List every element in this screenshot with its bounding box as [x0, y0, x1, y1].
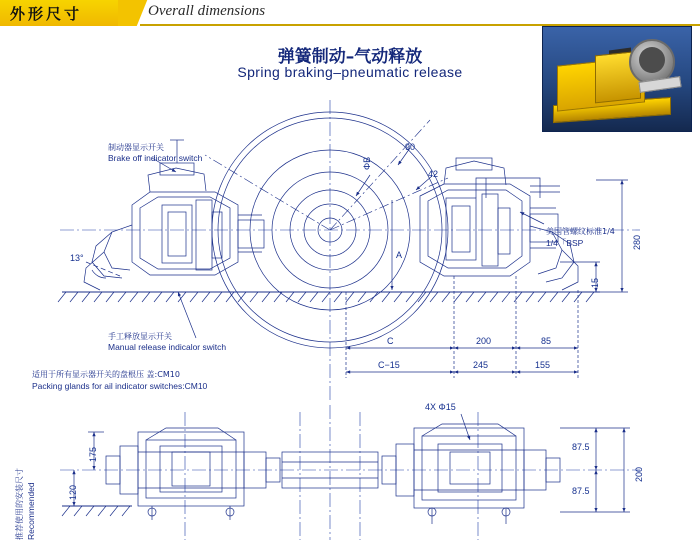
callout-manual-release-en: Manual release indicalor switch	[108, 342, 227, 352]
banner-title-cn: 外形尺寸	[10, 5, 83, 23]
dim-letter-c: C	[387, 336, 394, 346]
dim-245: 245	[473, 360, 489, 370]
dim-c-minus-15: C−15	[378, 360, 400, 370]
dim-120: 120	[68, 484, 78, 500]
callout-brake-off-cn: 制动器显示开关	[108, 143, 164, 152]
dim-85: 85	[541, 336, 552, 346]
page-title-cn: 弹簧制动–气动释放	[277, 47, 423, 67]
dim-letter-a: A	[396, 250, 403, 260]
callout-manual-release-cn: 手工释放显示开关	[108, 332, 172, 341]
note-recommended-cn: 推荐使用的安装尺寸	[15, 468, 24, 540]
dim-87-5-top: 87.5	[572, 442, 590, 452]
dim-phi-b: ΦB	[362, 156, 372, 170]
note-recommended-en: Recommended	[26, 482, 36, 540]
note-bsp-cn: 美国管螺纹标准1/4	[546, 227, 615, 236]
note-bsp-en: 1/4「BSP	[546, 238, 584, 248]
dim-angle-13: 13°	[70, 253, 84, 263]
dim-angle-42: 42	[428, 169, 439, 179]
callout-brake-off-en: Brake off indicator switch	[108, 153, 203, 163]
dim-200-bottom: 200	[634, 466, 644, 482]
dim-15: 15	[590, 277, 600, 288]
dim-87-5-bottom: 87.5	[572, 486, 590, 496]
dim-4x-phi15: 4X Φ15	[425, 402, 456, 412]
note-packing-en: Packing glands for ail indicator switches:CM10	[32, 381, 208, 391]
dim-angle-90: 90	[405, 142, 416, 152]
note-packing-cn: 适用于所有显示器开关的盘根压 盖:CM10	[32, 370, 180, 379]
dim-200: 200	[476, 336, 492, 346]
dim-175: 175	[88, 446, 98, 462]
banner-title-en: Overall dimensions	[148, 3, 266, 19]
dim-280: 280	[632, 234, 642, 250]
page-title-en: Spring braking–pneumatic release	[237, 64, 463, 80]
dim-155: 155	[535, 360, 551, 370]
